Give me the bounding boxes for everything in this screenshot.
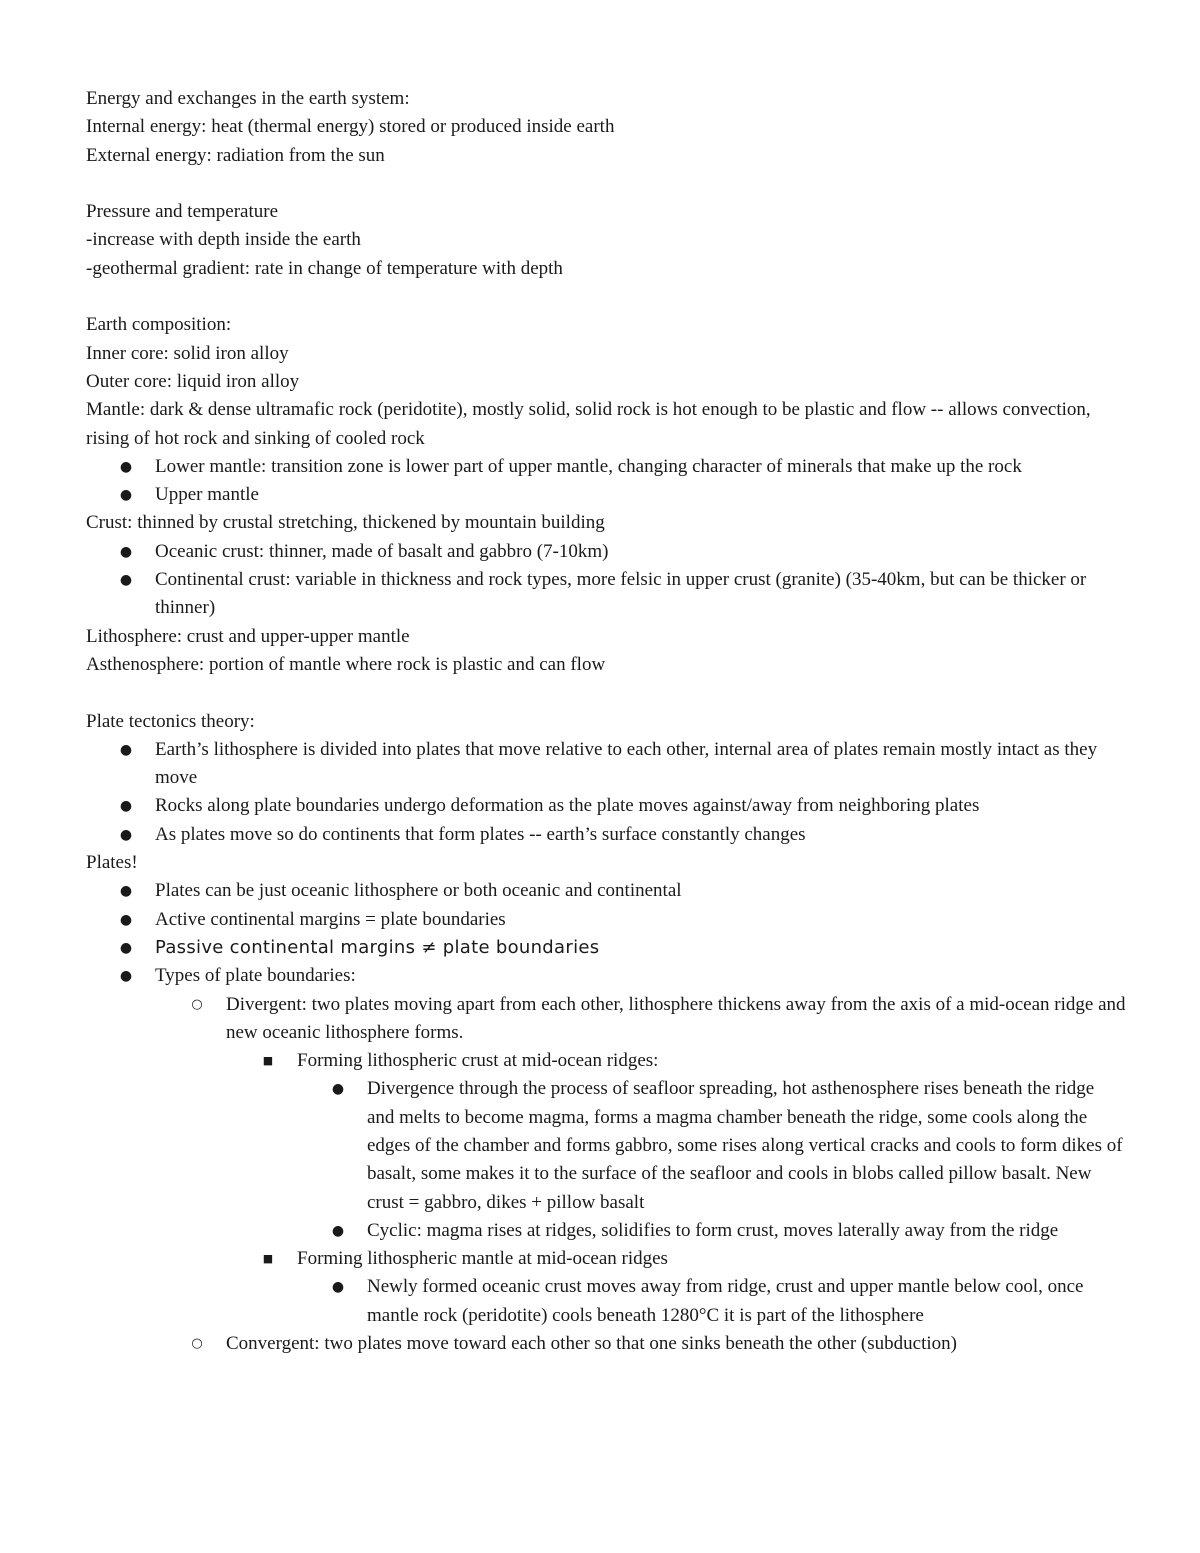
list-item-text: Earth’s lithosphere is divided into plates that move relative to each other, internal area of plates remain mostly intact as they move	[155, 738, 1098, 789]
lithosphere-line: Lithosphere: crust and upper-upper mantle	[86, 625, 410, 647]
bullet-circle-icon: ○	[191, 1336, 203, 1352]
list-item-text: Convergent: two plates move toward each other so that one sinks beneath the other (subduction)	[226, 1333, 957, 1355]
bullet-dot-icon: ●	[331, 1222, 345, 1239]
list-item-mantle-heading	[86, 1245, 1126, 1273]
list-item	[86, 453, 1126, 481]
list-item-text: Passive continental margins ≠ plate boundaries	[155, 936, 600, 958]
list-item	[86, 538, 1126, 566]
list-item	[86, 1273, 1126, 1330]
bullet-dot-icon: ●	[119, 939, 133, 956]
list-item-text: Divergent: two plates moving apart from each other, lithosphere thickens away from the axis of a mid-ocean ridge and new oceanic lithosphere forms.	[226, 993, 1126, 1043]
inner-core-line: Inner core: solid iron alloy	[86, 342, 289, 364]
list-item-text: Oceanic crust: thinner, made of basalt and gabbro (7-10km)	[155, 540, 609, 562]
list-item-text: Continental crust: variable in thickness and rock types, more felsic in upper crust (granite) (35-40km, but can be thicker or thinner)	[155, 569, 1087, 619]
bullet-dot-icon: ●	[119, 883, 133, 900]
document-page	[86, 85, 1126, 1358]
list-item-text: Newly formed oceanic crust moves away from ridge, crust and upper mantle below cool, once mantle rock (peridotite) cools beneath 1280°C it is part of the lithosphere	[367, 1276, 1084, 1326]
bullet-dot-icon: ●	[331, 1279, 345, 1296]
crust-line: Crust: thinned by crustal stretching, thickened by mountain building	[86, 512, 605, 534]
pressure-line-2: -geothermal gradient: rate in change of temperature with depth	[86, 257, 563, 279]
list-item	[86, 736, 1126, 793]
section-title-energy: Energy and exchanges in the earth system:	[86, 88, 410, 109]
list-item-text: Plates can be just oceanic lithosphere or both oceanic and continental	[155, 880, 682, 902]
bullet-dot-icon: ●	[119, 741, 133, 758]
list-item-text: Forming lithospheric mantle at mid-ocean ridges	[297, 1248, 668, 1270]
list-item-text: Divergence through the process of seafloor spreading, hot asthenosphere rises beneath the ridge and melts to become magma, forms a magma chamber beneath the ridge, some cools along the edges of the chamber and forms gabbro, some rises along vertical cracks and cools to form dikes of basalt, some makes it to the surface of the seafloor and cools in blobs called pillow basalt. New crust = gabbro, dikes + pillow basalt	[367, 1078, 1123, 1213]
list-item	[86, 906, 1126, 934]
list-item-text: Forming lithospheric crust at mid-ocean ridges:	[297, 1050, 659, 1072]
external-energy-line: External energy: radiation from the sun	[86, 144, 385, 166]
asthenosphere-line: Asthenosphere: portion of mantle where rock is plastic and can flow	[86, 653, 606, 675]
list-item-text: Cyclic: magma rises at ridges, solidifies to form crust, moves laterally away from the ridge	[367, 1219, 1059, 1241]
bullet-dot-icon: ●	[119, 487, 133, 504]
section-title-pressure: Pressure and temperature	[86, 201, 279, 223]
list-item-text: Upper mantle	[155, 484, 259, 506]
bullet-dot-icon: ●	[119, 572, 133, 589]
bullet-dot-icon: ●	[331, 1081, 345, 1098]
bullet-square-icon: ■	[262, 1054, 274, 1068]
list-item	[86, 566, 1126, 623]
pressure-line-1: -increase with depth inside the earth	[86, 229, 361, 251]
list-item	[86, 934, 1126, 962]
bullet-dot-icon: ●	[119, 826, 133, 843]
list-item-convergent	[86, 1330, 1126, 1358]
internal-energy-line: Internal energy: heat (thermal energy) stored or produced inside earth	[86, 116, 615, 138]
bullet-dot-icon: ●	[119, 543, 133, 560]
list-item	[86, 481, 1126, 509]
list-item-divergent	[86, 991, 1126, 1048]
list-item	[86, 792, 1126, 820]
list-item-text: Types of plate boundaries:	[155, 965, 356, 987]
blank-line	[86, 283, 1126, 311]
list-item-text: Active continental margins = plate boundaries	[155, 908, 506, 930]
list-item-crust-heading	[86, 1047, 1126, 1075]
bullet-dot-icon: ●	[119, 911, 133, 928]
section-title-plate-tectonics: Plate tectonics theory:	[86, 710, 255, 732]
blank-line	[86, 679, 1126, 707]
list-item	[86, 1075, 1126, 1216]
bullet-dot-icon: ●	[119, 458, 133, 475]
list-item	[86, 877, 1126, 905]
list-item	[86, 962, 1126, 990]
section-title-plates: Plates!	[86, 852, 138, 874]
list-item-text: Lower mantle: transition zone is lower part of upper mantle, changing character of minerals that make up the rock	[155, 455, 1022, 477]
section-title-composition: Earth composition:	[86, 314, 232, 336]
outer-core-line: Outer core: liquid iron alloy	[86, 370, 300, 392]
bullet-square-icon: ■	[262, 1252, 274, 1266]
list-item	[86, 821, 1126, 849]
bullet-dot-icon: ●	[119, 968, 133, 985]
blank-line	[86, 170, 1126, 198]
list-item-text: Rocks along plate boundaries undergo deformation as the plate moves against/away from neighboring plates	[155, 795, 980, 817]
mantle-paragraph: Mantle: dark & dense ultramafic rock (peridotite), mostly solid, solid rock is hot enough to be plastic and flow -- allows convection, rising of hot rock and sinking of cooled rock	[86, 399, 1091, 449]
list-item	[86, 1217, 1126, 1245]
bullet-dot-icon: ●	[119, 798, 133, 815]
bullet-circle-icon: ○	[191, 996, 203, 1012]
list-item-text: As plates move so do continents that form plates -- earth’s surface constantly changes	[155, 823, 806, 845]
